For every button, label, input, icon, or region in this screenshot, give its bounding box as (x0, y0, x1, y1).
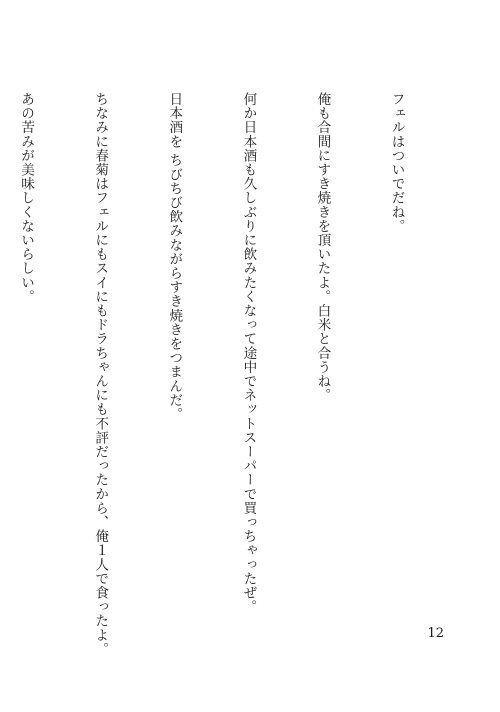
text-line: 何か日本酒も久しぶりに飲みたくなって途中でネットスーパーで買っちゃったぜ。 (240, 92, 257, 614)
text-line: あの苦みが美味しくないらしい。 (18, 92, 35, 304)
page-number: 12 (427, 626, 444, 641)
text-line: 日本酒を ちびちび飲みながらすき焼きをつまんだ。 (166, 92, 183, 422)
text-line: ちなみに春菊はフェルにもスイにもドラちゃんにも不評だったから、俺１人で食ったよ。 (92, 92, 109, 656)
text-line: 俺も合間にすき焼きを頂いたよ。白米と合うね。 (314, 92, 331, 403)
text-line: フェルはついでだね。 (388, 92, 405, 233)
